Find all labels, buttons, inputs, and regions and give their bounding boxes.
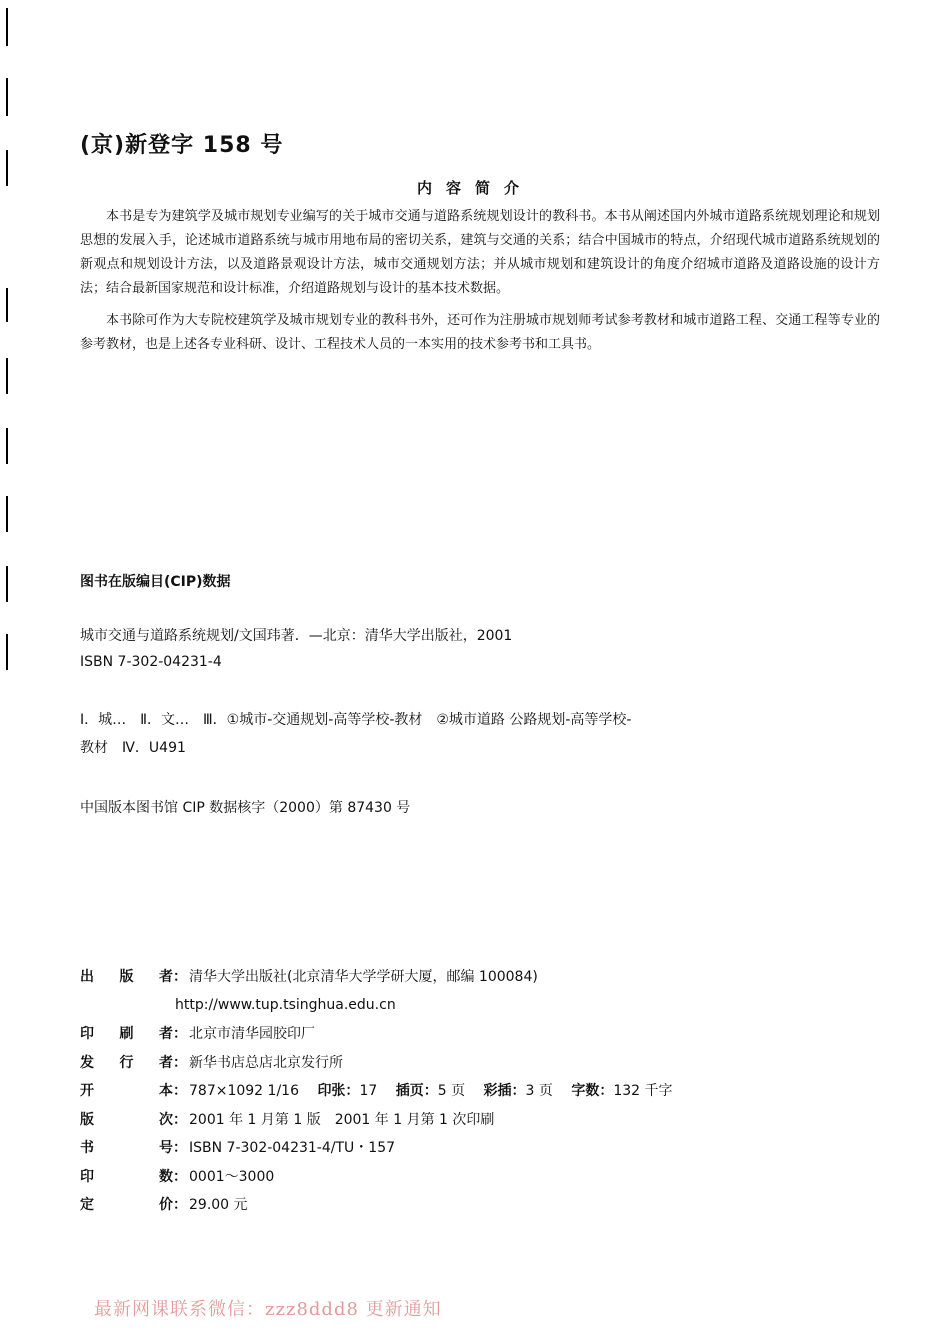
edition-value: 2001 年 1 月第 1 版 2001 年 1 月第 1 次印刷 [189,1111,495,1128]
cip-classification [80,706,890,762]
margin-bar [6,288,8,322]
cip-verification: 中国版本图书馆 CIP 数据核字（2000）第 87430 号 [80,800,411,816]
colophon-row-book-number: 书 号 ： ISBN 7-302-04231-4/TU・157 [80,1133,900,1162]
intro-body [80,205,880,365]
colophon-label: 发 行 者 [80,1054,173,1071]
margin-bar [6,8,8,46]
publisher-value: 清华大学出版社(北京清华大学学研大厦，邮编 100084) [189,969,538,986]
colophon-row-price: 定 价 ： 29.00 元 [80,1190,900,1219]
colophon-label: 书 号 [80,1140,173,1157]
intro-heading: 内容简介 [416,179,533,197]
registration-number: (京)新登字 158 号 [80,133,284,158]
colophon [80,962,900,1219]
distributor-value: 新华书店总店北京发行所 [189,1054,343,1071]
price-value: 29.00 元 [189,1197,248,1214]
cip-title-line: 城市交通与道路系统规划/文国玮著．—北京：清华大学出版社，2001 [80,628,513,644]
colophon-row-edition: 版 次 ： 2001 年 1 月第 1 版 2001 年 1 月第 1 次印刷 [80,1105,900,1134]
format-color-plates: 彩插：3 页 [483,1083,553,1100]
colophon-row-publisher: 出 版 者 ： 清华大学出版社(北京清华大学学研大厦，邮编 100084) [80,962,900,991]
format-words: 字数：132 千字 [571,1083,673,1100]
colophon-label: 开 本 [80,1083,173,1100]
print-run-value: 0001～3000 [189,1168,275,1185]
book-number-value: ISBN 7-302-04231-4/TU・157 [189,1140,396,1157]
colophon-label: 印 刷 者 [80,1026,173,1043]
format-size: 787×1092 1/16 [189,1083,299,1100]
margin-bar [6,428,8,464]
colophon-label: 版 次 [80,1111,173,1128]
watermark-text: 最新网课联系微信：zzz8ddd8 更新通知 [94,1299,442,1320]
colophon-row-print-run: 印 数 ： 0001～3000 [80,1162,900,1191]
format-value [189,1080,900,1100]
cip-heading: 图书在版编目(CIP)数据 [80,574,231,590]
colophon-label: 出 版 者 [80,969,173,986]
cip-classification-line: Ⅰ．城… Ⅱ．文… Ⅲ．①城市-交通规划-高等学校-教材 ②城市道路 公路规划-高等学校- [80,712,632,728]
margin-bar [6,496,8,532]
format-sheets: 印张：17 [317,1083,378,1100]
colophon-label: 印 数 [80,1168,173,1185]
colophon-row-format: 开 本 ： 787×1092 1/16 印张：17 插页：5 页 彩插：3 页 字数：132 千字 [80,1076,900,1105]
cip-isbn-line: ISBN 7-302-04231-4 [80,654,222,670]
format-plates: 插页：5 页 [395,1083,466,1100]
printer-value: 北京市清华园胶印厂 [189,1026,315,1043]
colophon-row-distributor: 发 行 者 ： 新华书店总店北京发行所 [80,1048,900,1077]
colophon-label: 定 价 [80,1197,173,1214]
margin-bar [6,78,8,116]
margin-bar [6,634,8,670]
intro-paragraph: 本书除可作为大专院校建筑学及城市规划专业的教科书外，还可作为注册城市规划师考试参考教材和城市道路工程、交通工程等专业的参考教材，也是上述各专业科研、设计、工程技术人员的一本实用的技术参考书和工具书。 [80,313,880,352]
cip-classification-line: 教材 Ⅳ．U491 [80,740,186,756]
margin-bar [6,566,8,602]
margin-bar [6,358,8,394]
publisher-website: http://www.tup.tsinghua.edu.cn [175,996,396,1013]
intro-paragraph: 本书是专为建筑学及城市规划专业编写的关于城市交通与道路系统规划设计的教科书。本书从阐述国内外城市道路系统规划理论和规划思想的发展入手，论述城市道路系统与城市用地布局的密切关系，建筑与交通的关系；结合中国城市的特点，介绍现代城市道路系统规划的新观点和规划设计方法，以及道路景观设计方法，城市交通规划方法；并从城市规划和建筑设计的角度介绍城市道路及道路设施的设计方法；结合最新国家规范和设计标准，介绍道路规划与设计的基本技术数据。 [80,209,880,296]
colophon-row-printer: 印 刷 者 ： 北京市清华园胶印厂 [80,1019,900,1048]
colophon-row-website [80,991,900,1020]
